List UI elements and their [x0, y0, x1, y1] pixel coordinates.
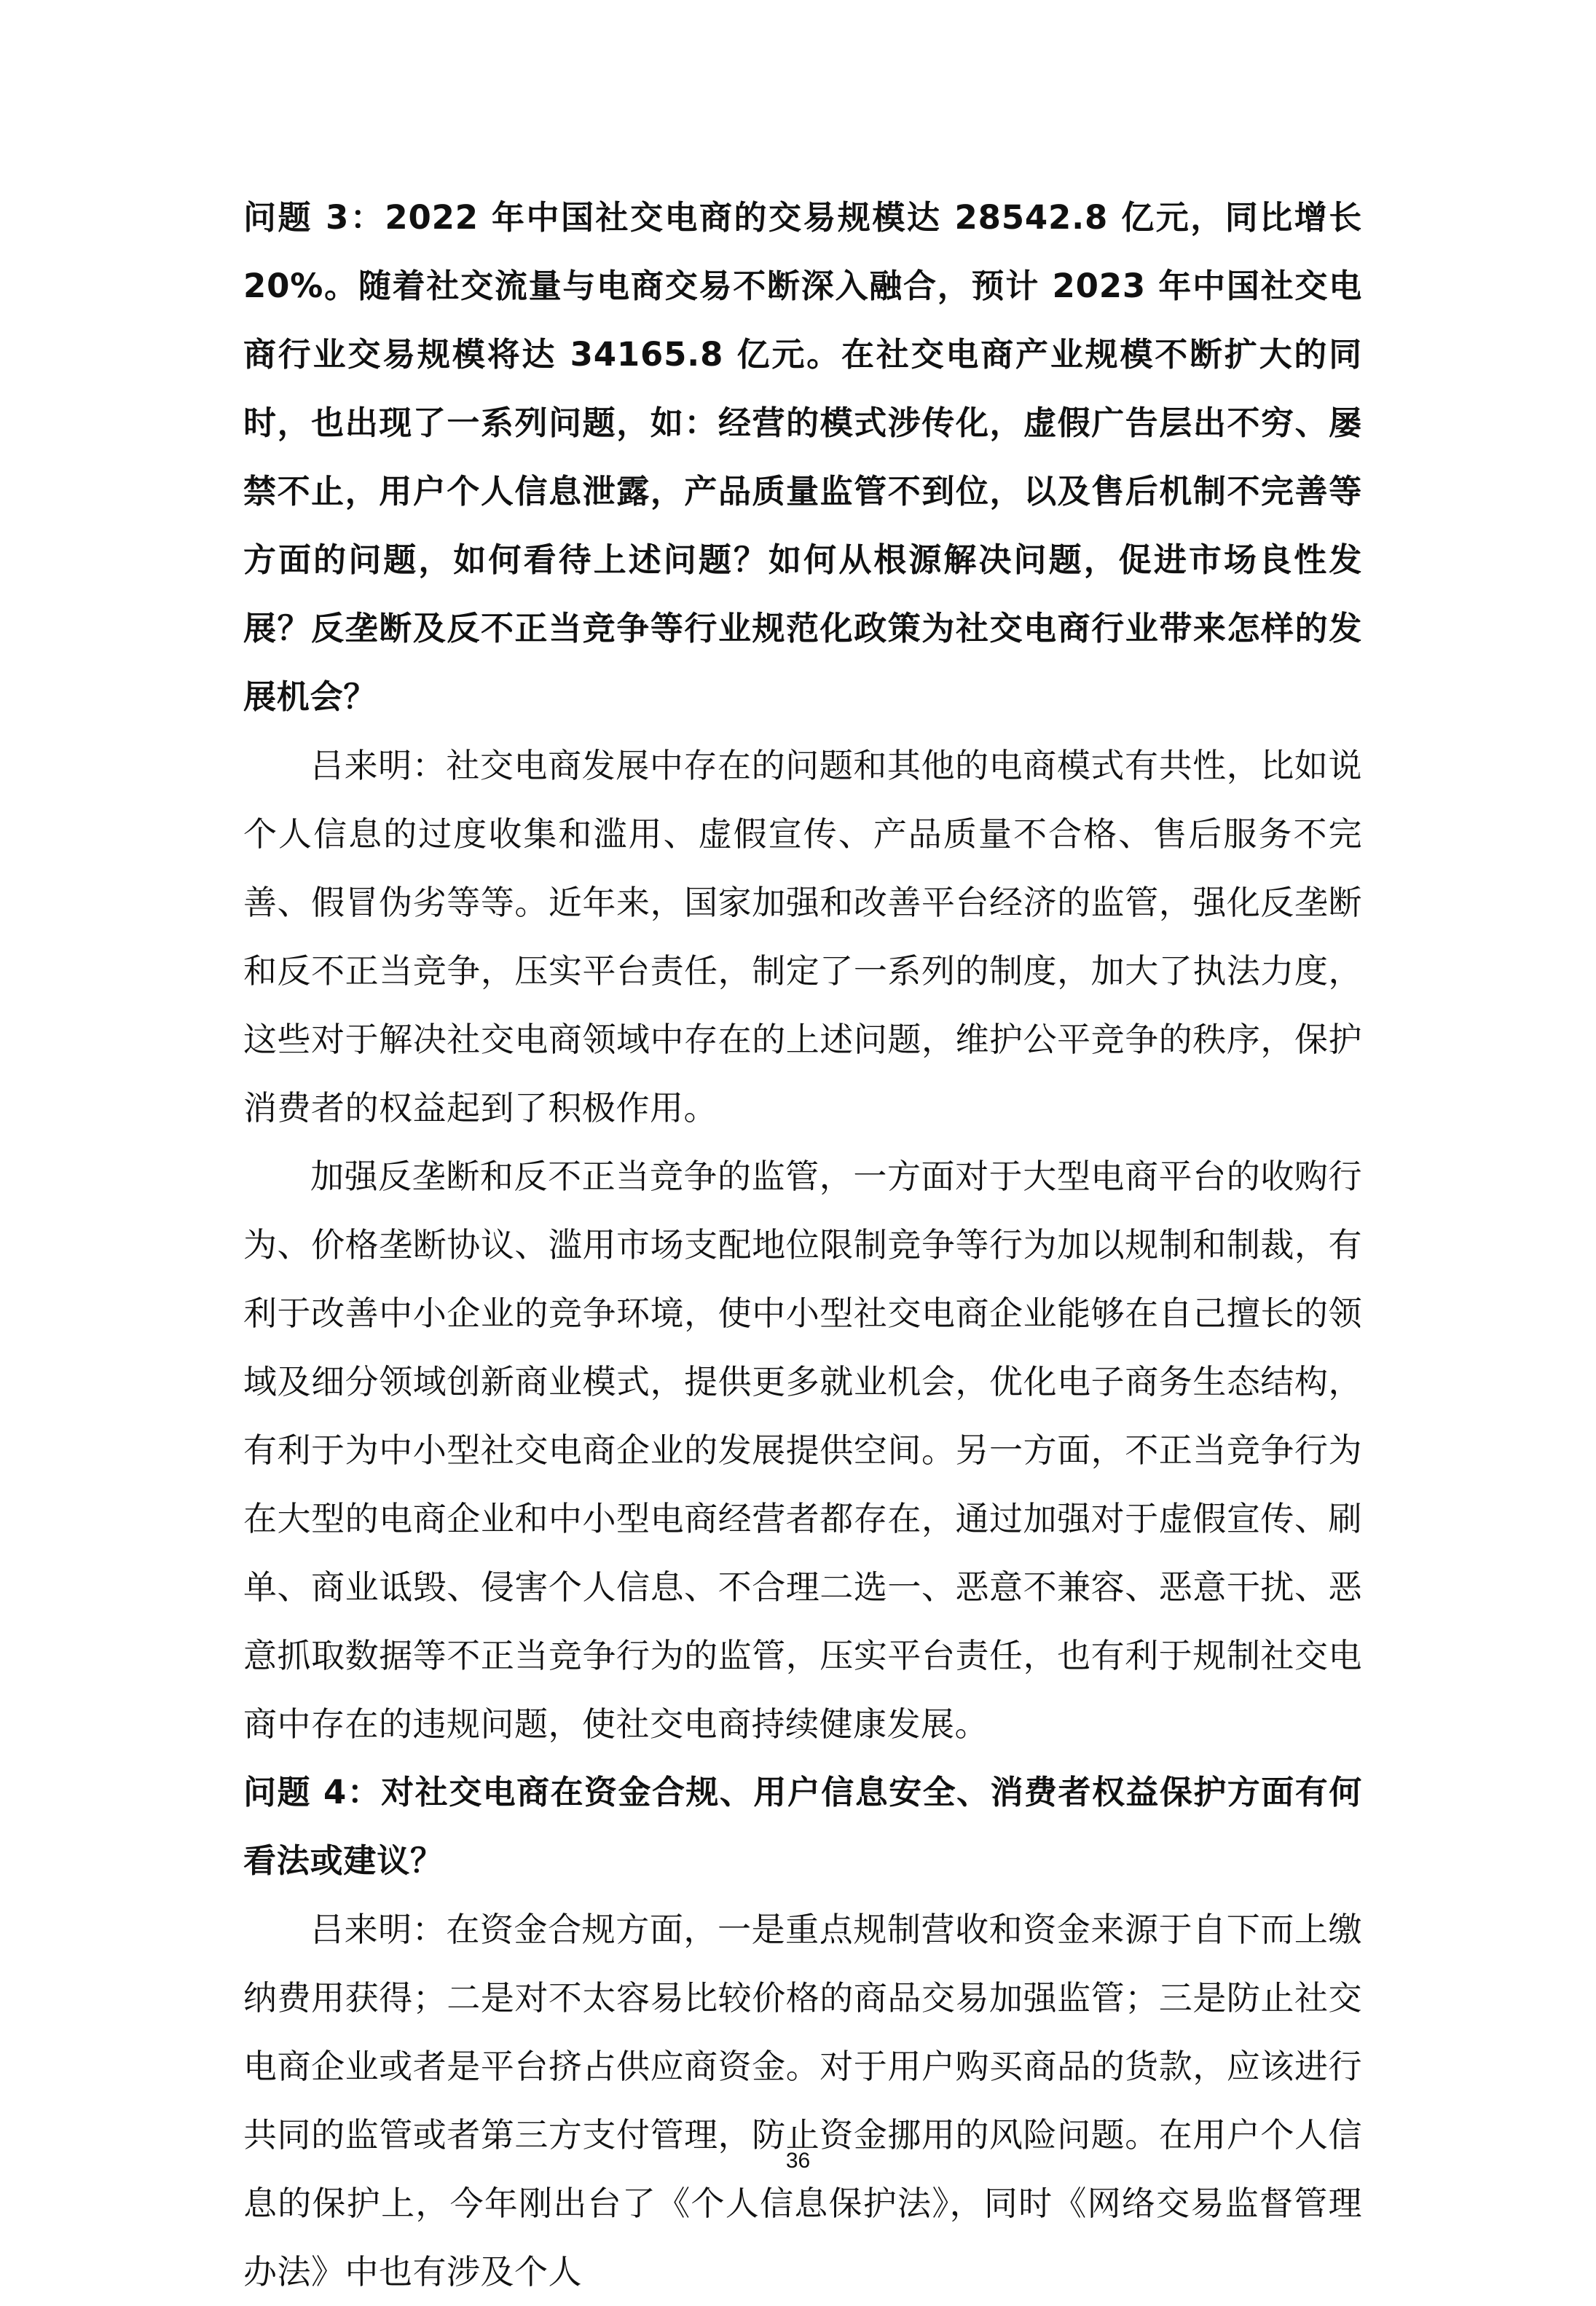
- answer-paragraph: 吕来明：在资金合规方面，一是重点规制营收和资金来源于自下而上缴纳费用获得；二是对不太容易比较价格的商品交易加强监管；三是防止社交电商企业或者是平台挤占供应商资金。对于用户购买商品的货款，应该进行共同的监管或者第三方支付管理，防止资金挪用的风险问题。在用户个人信息的保护上，今年刚出台了《个人信息保护法》，同时《网络交易监督管理办法》中也有涉及个人: [243, 1910, 1362, 2291]
- question-4-paragraph: 问题 4：对社交电商在资金合规、用户信息安全、消费者权益保护方面有何看法或建议？: [243, 1773, 1362, 1880]
- answer-paragraph: 加强反垄断和反不正当竞争的监管，一方面对于大型电商平台的收购行为、价格垄断协议、滥用市场支配地位限制竞争等行为加以规制和制裁，有利于改善中小企业的竞争环境，使中小型社交电商企业能够在自己擅长的领域及细分领域创新商业模式，提供更多就业机会，优化电子商务生态结构，有利于为中小型社交电商企业的发展提供空间。另一方面，不正当竞争行为在大型的电商企业和中小型电商经营者都存在，通过加强对于虚假宣传、刷单、商业诋毁、侵害个人信息、不合理二选一、恶意不兼容、恶意干扰、恶意抓取数据等不正当竞争行为的监管，压实平台责任，也有利于规制社交电商中存在的违规问题，使社交电商持续健康发展。: [243, 1157, 1362, 1744]
- page-number: 36: [785, 2149, 811, 2173]
- question-3-paragraph: 问题 3：2022 年中国社交电商的交易规模达 28542.8 亿元，同比增长 20%。随着社交流量与电商交易不断深入融合，预计 2023 年中国社交电商行业交易规模将达 34165.8 亿元。在社交电商产业规模不断扩大的同时，也出现了一系列问题，如：经营的模式涉传化，虚假广告层出不穷、屡禁不止，用户个人信息泄露，产品质量监管不到位，以及售后机制不完善等方面的问题，如何看待上述问题？如何从根源解决问题，促进市场良性发展？反垄断及反不正当竞争等行业规范化政策为社交电商行业带来怎样的发展机会？: [243, 198, 1362, 716]
- page-body: [243, 184, 1362, 2306]
- answer-paragraph: 吕来明：社交电商发展中存在的问题和其他的电商模式有共性，比如说个人信息的过度收集和滥用、虚假宣传、产品质量不合格、售后服务不完善、假冒伪劣等等。近年来，国家加强和改善平台经济的监管，强化反垄断和反不正当竞争，压实平台责任，制定了一系列的制度，加大了执法力度，这些对于解决社交电商领域中存在的上述问题，维护公平竞争的秩序，保护消费者的权益起到了积极作用。: [243, 746, 1362, 1128]
